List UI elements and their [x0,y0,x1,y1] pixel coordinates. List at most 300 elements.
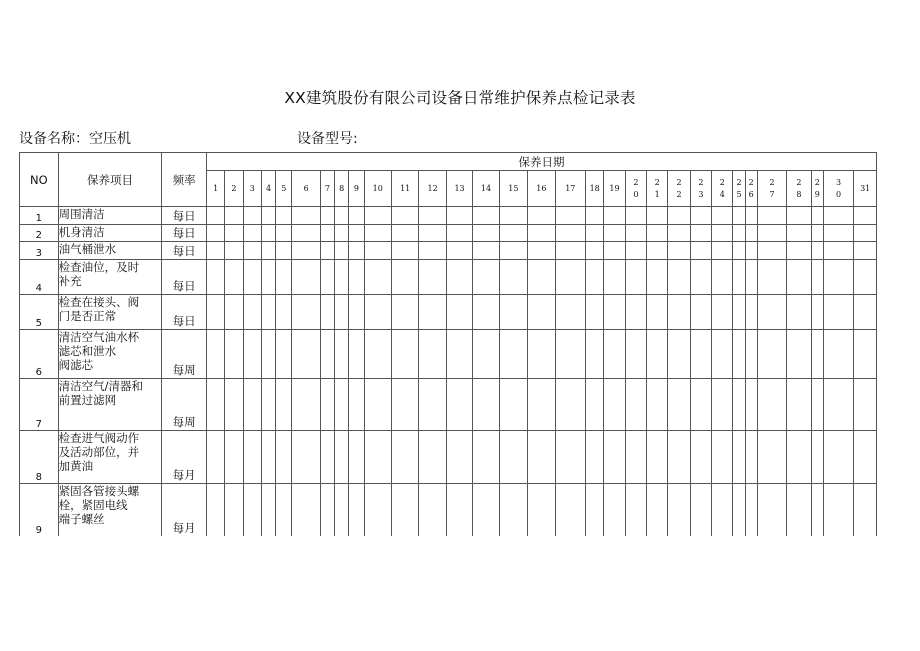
check-cell [261,242,275,260]
maintenance-item: 清洁空气/清器和 前置过滤网 [58,379,162,431]
check-cell [225,207,243,225]
check-cell [787,484,811,537]
check-cell [207,379,225,431]
check-cell [647,431,668,484]
page-title: XX建筑股份有限公司设备日常维护保养点检记录表 [284,89,636,107]
check-cell [499,260,527,295]
check-cell [733,207,745,225]
check-cell [647,295,668,330]
check-cell [243,330,261,379]
check-cell [787,260,811,295]
check-cell [625,295,646,330]
check-cell [225,484,243,537]
check-cell [528,225,555,242]
check-cell [292,330,320,379]
check-cell [207,260,225,295]
check-cell [499,484,527,537]
check-cell [419,379,446,431]
check-cell [528,379,555,431]
check-cell [733,242,745,260]
table-row [20,295,877,330]
check-cell [854,207,877,225]
check-cell [364,207,391,225]
check-cell [757,207,786,225]
check-cell [499,330,527,379]
check-cell [712,330,733,379]
check-cell [499,207,527,225]
check-cell [320,484,334,537]
check-cell [335,260,349,295]
check-cell [528,207,555,225]
check-cell [757,484,786,537]
row-number: 8 [20,431,59,484]
check-cell [586,431,604,484]
check-cell [787,225,811,242]
check-cell [823,295,853,330]
day-header: 19 [604,171,625,207]
check-cell [243,484,261,537]
check-cell [811,295,823,330]
check-cell [586,242,604,260]
day-header: 2 7 [757,171,786,207]
day-header: 2 6 [745,171,757,207]
check-cell [419,225,446,242]
check-cell [261,207,275,225]
check-cell [854,260,877,295]
day-header: 2 0 [625,171,646,207]
check-cell [292,260,320,295]
check-cell [473,207,499,225]
check-cell [335,484,349,537]
table-row [20,379,877,431]
day-header: 2 3 [690,171,711,207]
maintenance-item: 机身清洁 [58,225,162,242]
check-cell [854,225,877,242]
check-cell [528,260,555,295]
check-cell [243,379,261,431]
frequency-cell: 每日 [162,242,207,260]
check-cell [364,225,391,242]
check-cell [292,295,320,330]
check-cell [787,207,811,225]
check-cell [225,379,243,431]
check-cell [320,242,334,260]
check-cell [625,242,646,260]
check-cell [364,330,391,379]
frequency-cell: 每日 [162,225,207,242]
check-cell [625,225,646,242]
check-cell [292,225,320,242]
check-cell [668,295,690,330]
check-cell [555,295,585,330]
check-cell [528,431,555,484]
check-cell [647,484,668,537]
equipment-name-label: 设备名称：空压机 [19,131,131,147]
check-cell [292,484,320,537]
check-cell [207,431,225,484]
check-cell [586,484,604,537]
check-cell [586,330,604,379]
check-cell [391,379,418,431]
check-cell [690,242,711,260]
maintenance-dates-header: 保养日期 [207,153,877,171]
frequency-header: 频率 [162,153,207,207]
check-cell [391,330,418,379]
day-header: 2 8 [787,171,811,207]
check-cell [391,295,418,330]
check-cell [335,379,349,431]
check-cell [733,431,745,484]
check-cell [647,379,668,431]
check-cell [555,242,585,260]
check-cell [276,207,292,225]
day-header: 2 2 [668,171,690,207]
check-cell [446,242,472,260]
check-cell [712,431,733,484]
check-cell [276,330,292,379]
check-cell [712,225,733,242]
check-cell [757,225,786,242]
table-row [20,242,877,260]
day-header: 6 [292,171,320,207]
check-cell [787,379,811,431]
frequency-cell: 每日 [162,207,207,225]
check-cell [757,379,786,431]
check-cell [473,260,499,295]
check-cell [690,207,711,225]
check-cell [320,330,334,379]
check-cell [811,242,823,260]
frequency-cell: 每周 [162,330,207,379]
day-header: 2 [225,171,243,207]
day-header: 17 [555,171,585,207]
row-number: 1 [20,207,59,225]
day-header: 2 1 [647,171,668,207]
check-cell [555,431,585,484]
check-cell [854,484,877,537]
check-cell [811,225,823,242]
check-cell [745,295,757,330]
check-cell [528,295,555,330]
day-header: 13 [446,171,472,207]
check-cell [811,260,823,295]
check-cell [733,225,745,242]
day-header: 10 [364,171,391,207]
check-cell [647,207,668,225]
check-cell [261,330,275,379]
check-cell [349,242,364,260]
maintenance-item: 周围清洁 [58,207,162,225]
check-cell [446,207,472,225]
day-header: 2 9 [811,171,823,207]
check-cell [243,260,261,295]
check-cell [391,431,418,484]
check-cell [668,431,690,484]
check-cell [349,260,364,295]
check-cell [207,330,225,379]
row-number: 6 [20,330,59,379]
row-number: 3 [20,242,59,260]
check-cell [349,484,364,537]
check-cell [745,431,757,484]
check-cell [625,431,646,484]
table-row [20,225,877,242]
check-cell [349,379,364,431]
check-cell [604,207,625,225]
check-cell [499,225,527,242]
check-cell [604,295,625,330]
frequency-cell: 每月 [162,484,207,537]
check-cell [276,225,292,242]
maintenance-log-table [19,152,877,536]
check-cell [647,225,668,242]
check-cell [276,295,292,330]
check-cell [854,295,877,330]
check-cell [811,379,823,431]
check-cell [528,242,555,260]
check-cell [757,260,786,295]
check-cell [757,295,786,330]
check-cell [261,260,275,295]
check-cell [757,330,786,379]
check-cell [419,207,446,225]
check-cell [733,295,745,330]
check-cell [690,330,711,379]
check-cell [499,379,527,431]
check-cell [207,484,225,537]
check-cell [364,260,391,295]
check-cell [604,225,625,242]
check-cell [419,242,446,260]
check-cell [787,431,811,484]
check-cell [292,431,320,484]
check-cell [292,379,320,431]
check-cell [335,242,349,260]
check-cell [586,379,604,431]
check-cell [320,431,334,484]
day-header: 1 [207,171,225,207]
check-cell [473,242,499,260]
check-cell [349,431,364,484]
check-cell [225,295,243,330]
check-cell [243,225,261,242]
frequency-cell: 每日 [162,260,207,295]
check-cell [335,330,349,379]
check-cell [349,225,364,242]
check-cell [320,207,334,225]
day-header: 2 5 [733,171,745,207]
check-cell [276,242,292,260]
check-cell [811,207,823,225]
check-cell [473,295,499,330]
check-cell [811,330,823,379]
row-number: 4 [20,260,59,295]
check-cell [604,330,625,379]
check-cell [690,484,711,537]
check-cell [712,484,733,537]
check-cell [854,379,877,431]
check-cell [757,431,786,484]
check-cell [668,225,690,242]
check-cell [586,295,604,330]
table-row [20,431,877,484]
check-cell [733,330,745,379]
check-cell [647,260,668,295]
check-cell [668,379,690,431]
check-cell [733,379,745,431]
check-cell [261,225,275,242]
check-cell [446,260,472,295]
day-header: 9 [349,171,364,207]
check-cell [335,207,349,225]
check-cell [555,330,585,379]
check-cell [225,242,243,260]
check-cell [335,295,349,330]
check-cell [823,330,853,379]
check-cell [854,330,877,379]
maintenance-item: 检查油位，及时 补充 [58,260,162,295]
frequency-cell: 每月 [162,431,207,484]
row-number: 7 [20,379,59,431]
check-cell [419,330,446,379]
check-cell [625,207,646,225]
row-number: 5 [20,295,59,330]
day-header: 16 [528,171,555,207]
maintenance-item: 清洁空气油水杯 滤芯和泄水 阀滤芯 [58,330,162,379]
check-cell [745,242,757,260]
check-cell [528,484,555,537]
check-cell [745,225,757,242]
check-cell [625,260,646,295]
check-cell [391,484,418,537]
table-row [20,260,877,295]
check-cell [668,330,690,379]
check-cell [243,207,261,225]
check-cell [391,225,418,242]
check-cell [625,379,646,431]
day-header: 14 [473,171,499,207]
check-cell [276,260,292,295]
check-cell [446,330,472,379]
maintenance-item: 紧固各管接头螺 栓，紧固电线 端子螺丝 [58,484,162,537]
check-cell [690,260,711,295]
check-cell [225,225,243,242]
check-cell [207,225,225,242]
day-header: 31 [854,171,877,207]
check-cell [261,295,275,330]
day-header: 12 [419,171,446,207]
check-cell [745,207,757,225]
check-cell [647,242,668,260]
check-cell [391,260,418,295]
frequency-cell: 每日 [162,295,207,330]
check-cell [647,330,668,379]
check-cell [419,295,446,330]
check-cell [787,295,811,330]
check-cell [320,225,334,242]
row-number: 2 [20,225,59,242]
check-cell [364,379,391,431]
check-cell [823,242,853,260]
check-cell [364,295,391,330]
check-cell [690,379,711,431]
day-header: 18 [586,171,604,207]
table-row [20,330,877,379]
check-cell [733,260,745,295]
check-cell [668,207,690,225]
equipment-model-label: 设备型号: [297,131,358,147]
row-number: 9 [20,484,59,537]
check-cell [276,484,292,537]
check-cell [446,484,472,537]
check-cell [243,431,261,484]
check-cell [668,242,690,260]
day-header: 2 4 [712,171,733,207]
check-cell [473,431,499,484]
check-cell [528,330,555,379]
check-cell [391,207,418,225]
check-cell [419,484,446,537]
check-cell [811,431,823,484]
check-cell [745,260,757,295]
check-cell [555,260,585,295]
check-cell [320,260,334,295]
check-cell [499,242,527,260]
check-cell [586,225,604,242]
frequency-cell: 每周 [162,379,207,431]
day-header: 11 [391,171,418,207]
check-cell [555,225,585,242]
day-header: 15 [499,171,527,207]
check-cell [745,330,757,379]
check-cell [320,379,334,431]
check-cell [276,431,292,484]
check-cell [712,260,733,295]
check-cell [473,484,499,537]
day-header: 8 [335,171,349,207]
check-cell [349,295,364,330]
table-row [20,207,877,225]
check-cell [668,484,690,537]
check-cell [349,207,364,225]
check-cell [787,242,811,260]
check-cell [823,225,853,242]
day-header: 5 [276,171,292,207]
check-cell [625,484,646,537]
check-cell [733,484,745,537]
check-cell [364,431,391,484]
day-header: 3 [243,171,261,207]
check-cell [473,379,499,431]
check-cell [499,431,527,484]
check-cell [823,260,853,295]
maintenance-item: 检查在接头、阀 门是否正常 [58,295,162,330]
item-header: 保养项目 [58,153,162,207]
check-cell [349,330,364,379]
check-cell [555,207,585,225]
check-cell [745,379,757,431]
check-cell [604,242,625,260]
check-cell [207,207,225,225]
check-cell [712,207,733,225]
check-cell [604,379,625,431]
check-cell [207,242,225,260]
check-cell [690,431,711,484]
day-header: 7 [320,171,334,207]
check-cell [712,242,733,260]
check-cell [555,484,585,537]
check-cell [757,242,786,260]
